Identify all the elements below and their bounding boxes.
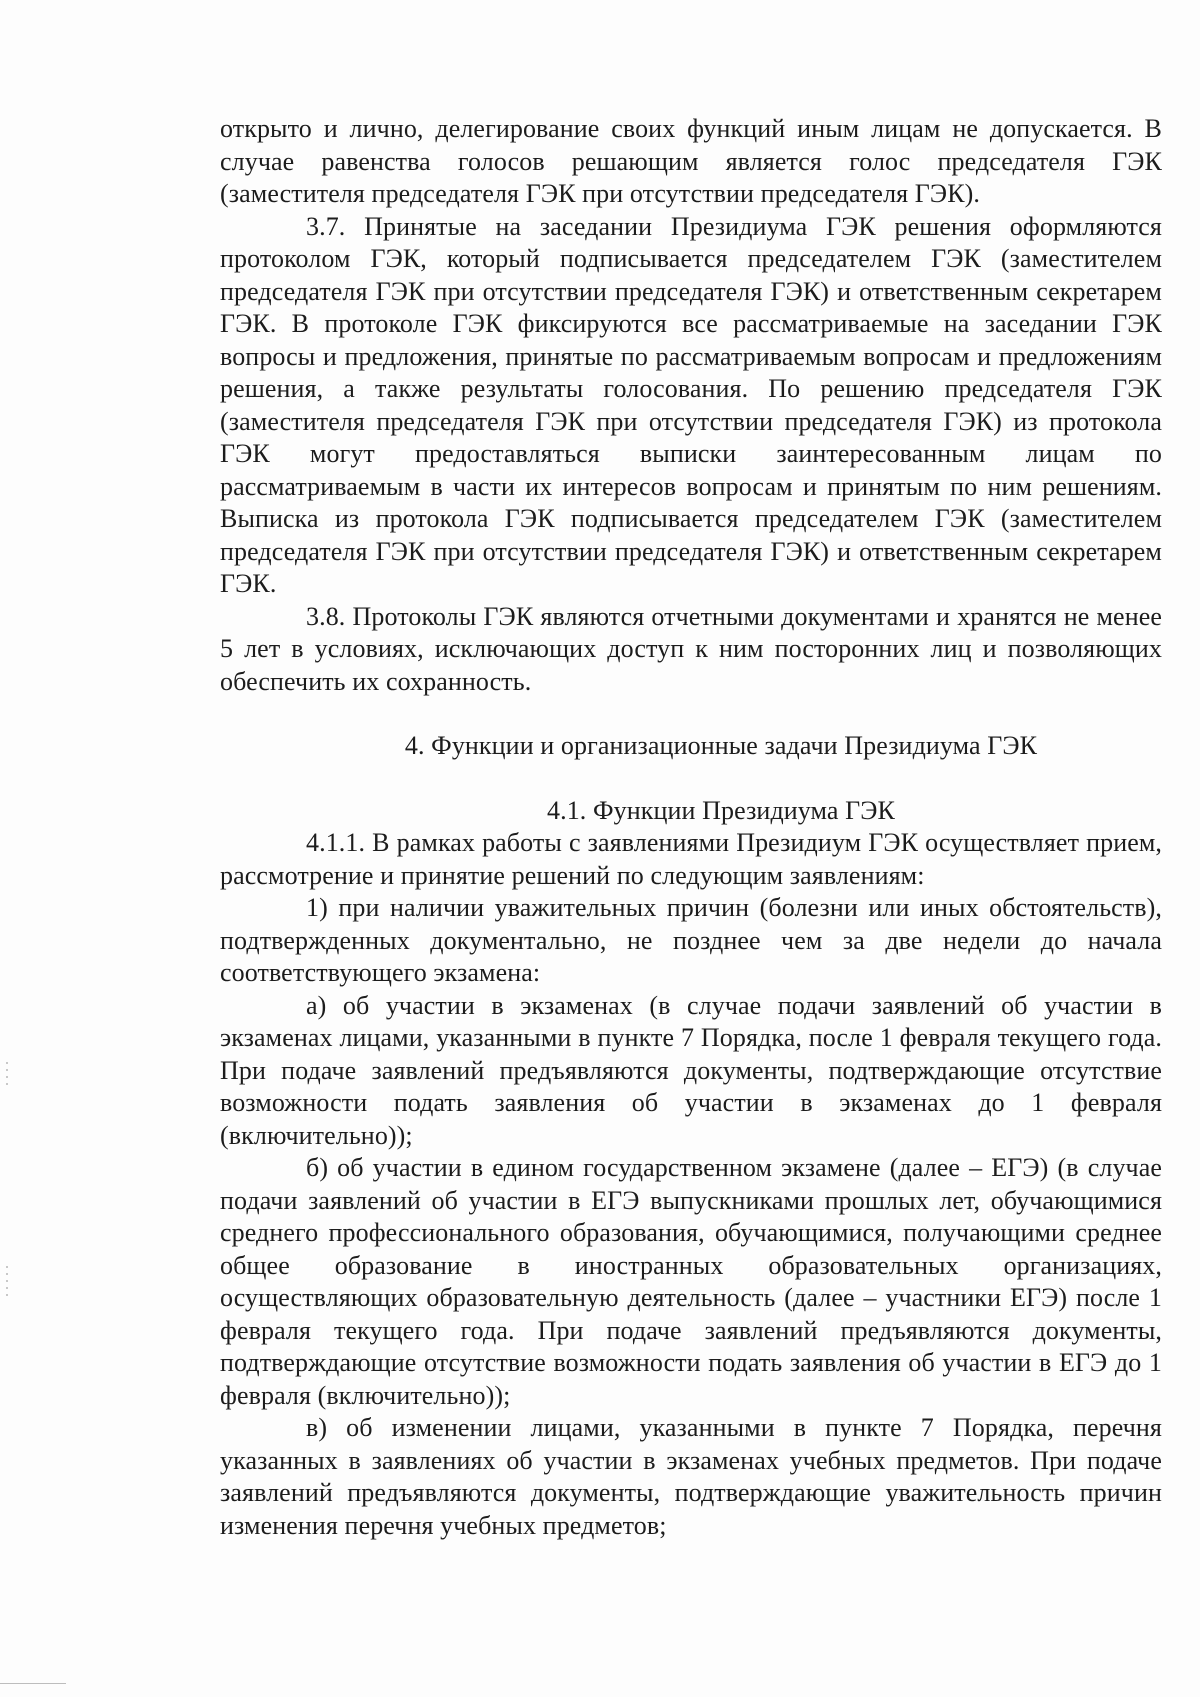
scan-margin-artifact bbox=[6, 1062, 8, 1088]
paragraph-continuation: открыто и лично, делегирование своих функций иным лицам не допускается. В случае равенства голосов решающим является голос председателя ГЭК (заместителя председателя ГЭК при отсутствии председателя ГЭК). bbox=[220, 114, 1162, 208]
paragraph-3-8: 3.8. Протоколы ГЭК являются отчетными документами и хранятся не менее 5 лет в условиях, исключающих доступ к ним посторонних лиц и позволяющих обеспечить их сохранность. bbox=[220, 601, 1162, 696]
document-body bbox=[220, 113, 1162, 1542]
list-item-v: в) об изменении лицами, указанными в пункте 7 Порядка, перечня указанных в заявлениях об участии в экзаменах учебных предметов. При подаче заявлений предъявляются документы, подтверждающие уважительность причин изменения перечня учебных предметов; bbox=[220, 1413, 1162, 1540]
list-item-1: 1) при наличии уважительных причин (болезни или иных обстоятельств), подтвержденных документально, не позднее чем за две недели до начала соответствующего экзамена: bbox=[220, 893, 1162, 987]
list-item-a: а) об участии в экзаменах (в случае подачи заявлений об участии в экзаменах лицами, указанными в пункте 7 Порядка, после 1 февраля текущего года. При подаче заявлений предъявляются документы, подтверждающие отсутствие возможности подать заявления об участии в экзаменах до 1 февраля (включительно)); bbox=[220, 990, 1162, 1150]
subsection-heading: 4.1. Функции Президиума ГЭК bbox=[547, 795, 895, 825]
scan-edge-line bbox=[0, 1683, 66, 1684]
list-item-b: б) об участии в едином государственном экзамене (далее – ЕГЭ) (в случае подачи заявлений об участии в ЕГЭ выпускниками прошлых лет, обучающимися среднего профессионального образования, обучающимися, получающими среднее общее образование в иностранных образовательных организациях, осуществляющих образовательную деятельность (далее – участники ЕГЭ) после 1 февраля текущего года. При подаче заявлений предъявляются документы, подтверждающие отсутствие возможности подать заявления об участии в ЕГЭ до 1 февраля (включительно)); bbox=[220, 1153, 1162, 1410]
paragraph-4-1-1: 4.1.1. В рамках работы с заявлениями Президиум ГЭК осуществляет прием, рассмотрение и принятие решений по следующим заявлениям: bbox=[220, 828, 1162, 890]
scan-margin-artifact bbox=[6, 1266, 8, 1296]
section-heading: 4. Функции и организационные задачи Президиума ГЭК bbox=[404, 731, 1038, 760]
paragraph-3-7: 3.7. Принятые на заседании Президиума ГЭК решения оформляются протоколом ГЭК, который подписывается председателем ГЭК (заместителем председателя ГЭК при отсутствии председателя ГЭК) и ответственным секретарем ГЭК. В протоколе ГЭК фиксируются все рассматриваемые на заседании ГЭК вопросы и предложения, принятые по рассматриваемым вопросам и предложениям решения, а также результаты голосования. По решению председателя ГЭК (заместителя председателя ГЭК при отсутствии председателя ГЭК) из протокола ГЭК могут предоставляться выписки заинтересованным лицам по рассматриваемым в части их интересов вопросам и принятым по ним решениям. Выписка из протокола ГЭК подписывается председателем ГЭК (заместителем председателя ГЭК при отсутствии председателя ГЭК) и ответственным секретарем ГЭК. bbox=[220, 211, 1162, 598]
